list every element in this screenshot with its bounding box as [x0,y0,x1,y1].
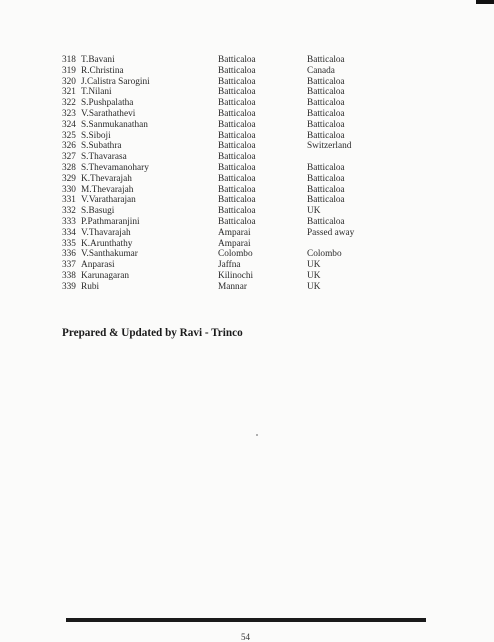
list-row [62,282,382,293]
row-number: 336 [62,249,76,260]
person-name: P.Pathmaranjini [81,216,140,227]
person-name: S.Pushpalatha [81,98,134,109]
person-name: V.Santhakumar [81,249,138,260]
list-row [62,249,382,260]
list-row [62,239,382,250]
list-row [62,109,382,120]
current-location: Batticaloa [307,184,345,195]
name-list [62,55,382,293]
current-location: Canada [307,65,335,76]
current-location: Batticaloa [307,87,345,98]
current-location: Passed away [307,227,355,238]
list-row [62,87,382,98]
origin-place: Batticaloa [218,55,256,65]
list-row [62,195,382,206]
row-number: 320 [62,76,76,87]
origin-place: Batticaloa [218,162,256,173]
row-number: 319 [62,65,76,76]
origin-place: Batticaloa [218,76,256,87]
current-location: UK [307,260,321,271]
list-row [62,66,382,77]
row-number: 335 [62,238,76,249]
list-row [62,131,382,142]
person-name: T.Bavani [81,55,115,65]
list-row [62,206,382,217]
origin-place: Batticaloa [218,206,256,217]
origin-place: Colombo [218,249,253,260]
list-row [62,163,382,174]
list-row [62,120,382,131]
row-number: 338 [62,270,76,281]
person-name: R.Christina [81,65,124,76]
person-name: V.Sarathathevi [81,108,136,119]
origin-place: Batticaloa [218,184,256,195]
current-location: Switzerland [307,141,352,152]
list-row [62,185,382,196]
origin-place: Batticaloa [218,130,256,141]
current-location: Batticaloa [307,162,345,173]
person-name: K.Thevarajah [81,173,132,184]
current-location: Batticaloa [307,173,345,184]
row-number: 329 [62,173,76,184]
origin-place: Batticaloa [218,195,256,206]
list-row [62,271,382,282]
current-location: UK [307,206,321,217]
person-name: Rubi [81,281,100,292]
row-number: 337 [62,260,76,271]
person-name: S.Thavarasa [81,152,127,163]
origin-place: Kilinochi [218,270,254,281]
row-number: 330 [62,184,76,195]
origin-place: Batticaloa [218,87,256,98]
row-number: 324 [62,119,76,130]
list-row [62,152,382,163]
origin-place: Amparai [218,238,251,249]
current-location: Batticaloa [307,130,345,141]
row-number: 323 [62,108,76,119]
current-location: Batticaloa [307,98,345,109]
row-number: 331 [62,195,76,206]
row-number: 327 [62,152,76,163]
row-number: 333 [62,216,76,227]
row-number: 339 [62,281,76,292]
origin-place: Jaffna [218,260,241,271]
person-name: J.Calistra Sarogini [81,76,150,87]
person-name: K.Arunthathy [81,238,133,249]
origin-place: Batticaloa [218,152,256,163]
prepared-by-line: Prepared & Updated by Ravi - Trinco [62,327,243,339]
scan-edge-mark [476,0,494,4]
origin-place: Batticaloa [218,108,256,119]
row-number: 321 [62,87,76,98]
person-name: V.Thavarajah [81,227,131,238]
current-location: Batticaloa [307,108,345,119]
person-name: S.Siboji [81,130,111,141]
person-name: S.Subathra [81,141,122,152]
row-number: 334 [62,227,76,238]
row-number: 322 [62,98,76,109]
list-row [62,217,382,228]
row-number: 332 [62,206,76,217]
origin-place: Batticaloa [218,173,256,184]
list-row [62,98,382,109]
list-row [62,141,382,152]
origin-place: Batticaloa [218,141,256,152]
current-location: UK [307,270,321,281]
list-row [62,228,382,239]
person-name: T.Nilani [81,87,112,98]
person-name: M.Thevarajah [81,184,134,195]
origin-place: Batticaloa [218,65,256,76]
list-row [62,77,382,88]
person-name: S.Sanmukanathan [81,119,148,130]
person-name: Anparasi [81,260,115,271]
current-location: Batticaloa [307,119,345,130]
page-number: 54 [241,632,250,642]
current-location: Batticaloa [307,216,345,227]
current-location: Batticaloa [307,76,345,87]
person-name: Karunagaran [81,270,130,281]
list-row [62,174,382,185]
list-row [62,55,382,66]
person-name: S.Basugi [81,206,115,217]
footer-rule [66,618,426,622]
person-name: S.Thevamanohary [81,162,149,173]
row-number: 318 [62,55,76,65]
row-number: 326 [62,141,76,152]
origin-place: Batticaloa [218,98,256,109]
list-row [62,260,382,271]
current-location: Batticaloa [307,55,345,65]
row-number: 325 [62,130,76,141]
current-location: Colombo [307,249,342,260]
row-number: 328 [62,162,76,173]
person-name: V.Varatharajan [81,195,136,206]
current-location: Batticaloa [307,195,345,206]
origin-place: Batticaloa [218,119,256,130]
current-location: UK [307,281,321,292]
origin-place: Mannar [218,281,247,292]
origin-place: Batticaloa [218,216,256,227]
scan-speck [256,434,258,436]
origin-place: Amparai [218,227,251,238]
